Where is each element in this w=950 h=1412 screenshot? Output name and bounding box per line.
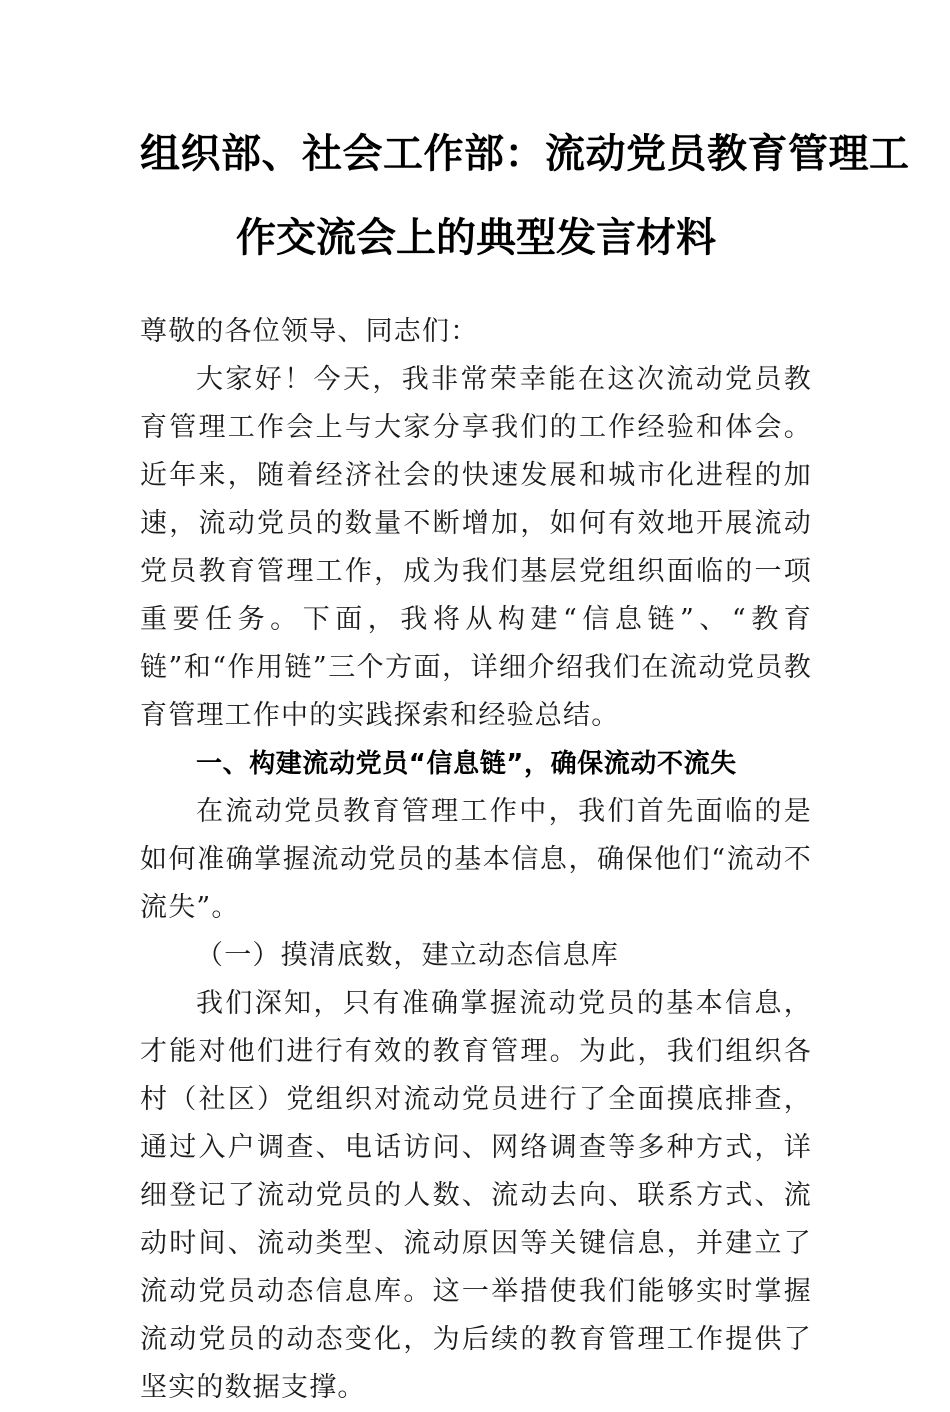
document-content [140,0,910,1412]
salutation-block [140,308,812,356]
page-title [140,0,910,280]
page-title-line-2: 作交流会上的典型发言材料 [236,214,716,261]
page-title-line-1: 组织部、社会工作部：流动党员教育管理工 [140,130,910,177]
salutation: 尊敬的各位领导、同志们： [140,316,479,347]
paragraph-section1-lead: 在流动党员教育管理工作中，我们首先面临的是如何准确掌握流动党员的基本信息，确保他们“流动不流失”。 [140,796,812,923]
paragraph-intro: 大家好！今天，我非常荣幸能在这次流动党员教育管理工作会上与大家分享我们的工作经验和体会。近年来，随着经济社会的快速发展和城市化进程的加速，流动党员的数量不断增加，如何有效地开展流动党员教育管理工作，成为我们基层党组织面临的一项重要任务。下面，我将从构建“信息链”、“教育链”和“作用链”三个方面，详细介绍我们在流动党员教育管理工作中的实践探索和经验总结。 [140,364,812,731]
section-heading-1: 一、构建流动党员“信息链”，确保流动不流失 [196,749,737,779]
body-copy [140,356,812,1412]
subsection-heading-1-1: （一）摸清底数，建立动态信息库 [196,940,619,971]
paragraph-section1-1-body: 我们深知，只有准确掌握流动党员的基本信息，才能对他们进行有效的教育管理。为此，我们组织各村（社区）党组织对流动党员进行了全面摸底排查，通过入户调查、电话访问、网络调查等多种方式，详细登记了流动党员的人数、流动去向、联系方式、流动时间、流动类型、流动原因等关键信息，并建立了流动党员动态信息库。这一举措使我们能够实时掌握流动党员的动态变化，为后续的教育管理工作提供了坚实的数据支撑。 [140,988,812,1403]
